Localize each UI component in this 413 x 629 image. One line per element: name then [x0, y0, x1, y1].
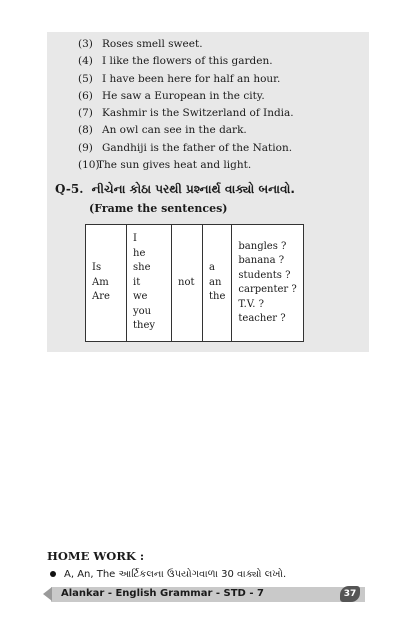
- table-cell-pronouns: I he she it we you they: [127, 225, 172, 342]
- exercise-panel: (3) Roses smell sweet. (4) I like the flowers of this garden. (5) I have been here for half an hour. (6) He saw a European in the city. (7) Kashmir is the Switzerland of India. (8) An owl can see in the dark. (9) Gandhiji is the father of the Nation. (10) The sun gives heat and light. Q-5. નીચેના કોઠા પરથી પ્રશ્નાર્થ વાક્યો બનાવો. (Frame the sentences) Is Am Are I he she it we you they not a an the bangles ? banana ? students ? carpenter ? T.V. ? teacher ?: [47, 32, 369, 352]
- question-subtitle: (Frame the sentences): [89, 202, 228, 215]
- page-number: 37: [340, 586, 360, 602]
- bullet-icon: [50, 571, 56, 577]
- table-cell-nouns: bangles ? banana ? students ? carpenter ? T.V. ? teacher ?: [232, 225, 303, 342]
- homework-item: A, An, The આર્ટિકલના ઉપયોગવાળા 30 વાક્યો લખો.: [50, 569, 286, 580]
- question-gujarati: નીચેના કોઠા પરથી પ્રશ્નાર્થ વાક્યો બનાવો.: [91, 182, 295, 196]
- question-label: Q-5.: [55, 182, 84, 196]
- homework-title: HOME WORK :: [47, 549, 145, 563]
- frame-table: [85, 224, 304, 342]
- table-cell-verbs: Is Am Are: [86, 225, 127, 342]
- page-footer: [43, 587, 369, 602]
- question-heading: [55, 182, 295, 197]
- table-cell-articles: a an the: [203, 225, 232, 342]
- left-arrow-icon: [43, 587, 52, 601]
- footer-title: Alankar - English Grammar - STD - 7: [61, 588, 264, 599]
- table-cell-not: not: [172, 225, 203, 342]
